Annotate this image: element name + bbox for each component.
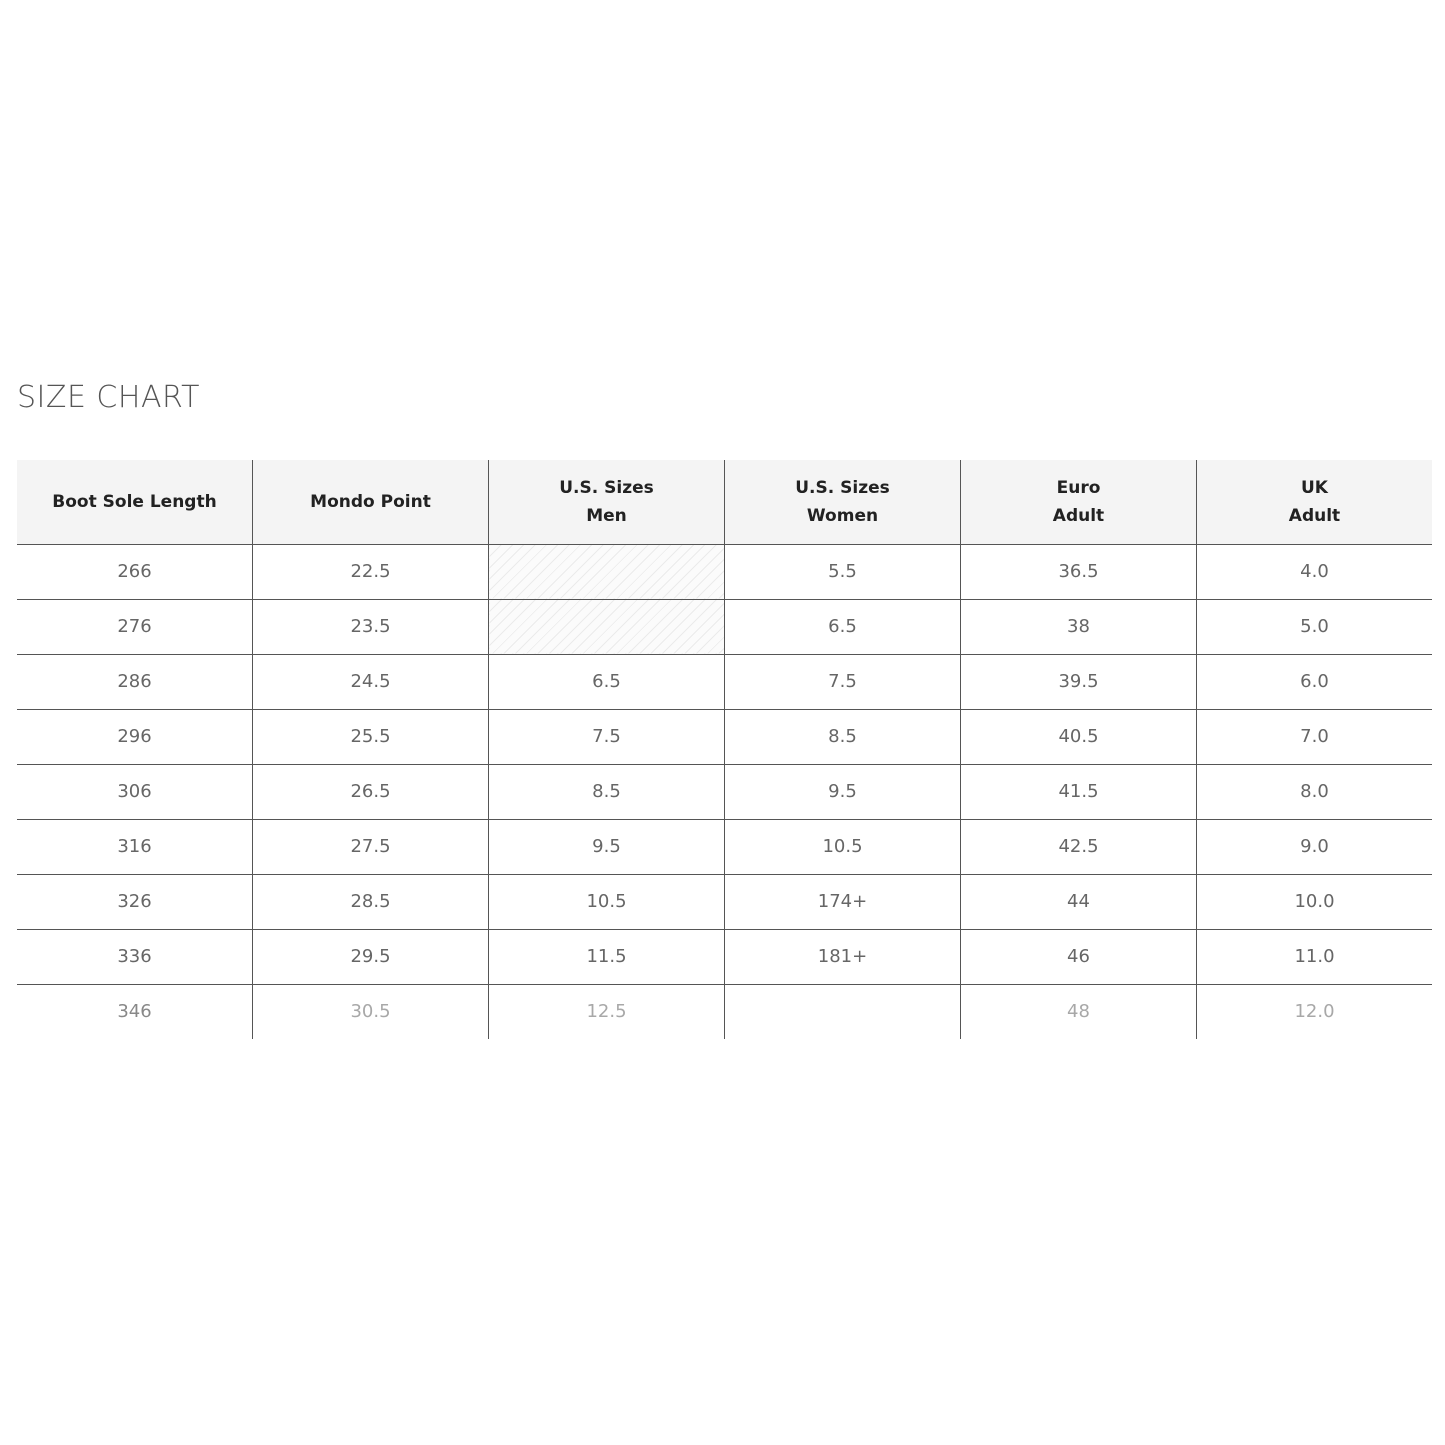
cell-euro-adult: 42.5 (961, 819, 1197, 874)
header-label-line: Euro (1056, 477, 1101, 498)
header-euro-adult (961, 460, 1197, 544)
header-label-line: Adult (1288, 505, 1341, 526)
cell-us-women: 181+ (725, 929, 961, 984)
cell-us-men: 8.5 (489, 764, 725, 819)
cell-us-men: 6.5 (489, 654, 725, 709)
header-label-line: U.S. Sizes (559, 477, 654, 498)
header-us-sizes-men (489, 460, 725, 544)
header-label-line: U.S. Sizes (795, 477, 890, 498)
cell-uk-adult: 12.0 (1197, 984, 1433, 1039)
cell-us-men (489, 544, 725, 599)
cell-us-men: 7.5 (489, 709, 725, 764)
cell-boot-sole-length: 266 (17, 544, 253, 599)
table-row (17, 599, 1432, 654)
cell-boot-sole-length: 316 (17, 819, 253, 874)
cell-mondo-point: 26.5 (253, 764, 489, 819)
header-label-line: UK (1301, 477, 1328, 498)
table-header (17, 460, 1432, 544)
header-row (17, 460, 1432, 544)
cell-euro-adult: 46 (961, 929, 1197, 984)
cell-euro-adult: 36.5 (961, 544, 1197, 599)
cell-uk-adult: 5.0 (1197, 599, 1433, 654)
cell-us-women: 7.5 (725, 654, 961, 709)
cell-uk-adult: 4.0 (1197, 544, 1433, 599)
cell-us-men: 9.5 (489, 819, 725, 874)
cell-mondo-point: 25.5 (253, 709, 489, 764)
table-row (17, 709, 1432, 764)
cell-boot-sole-length: 296 (17, 709, 253, 764)
page-title: SIZE CHART (17, 380, 200, 415)
cell-mondo-point: 28.5 (253, 874, 489, 929)
table-row (17, 819, 1432, 874)
cell-us-men: 10.5 (489, 874, 725, 929)
cell-mondo-point: 27.5 (253, 819, 489, 874)
header-label-line: Men (586, 505, 627, 526)
table-row (17, 929, 1432, 984)
table-row (17, 654, 1432, 709)
cell-mondo-point: 22.5 (253, 544, 489, 599)
cell-us-women: 6.5 (725, 599, 961, 654)
table-row (17, 984, 1432, 1039)
cell-boot-sole-length: 346 (117, 1001, 152, 1023)
header-mondo-point (253, 460, 489, 544)
table-row (17, 764, 1432, 819)
cell-boot-sole-length: 336 (17, 929, 253, 984)
header-label-line: Adult (1052, 505, 1105, 526)
cell-euro-adult: 39.5 (961, 654, 1197, 709)
cell-us-women: 10.5 (725, 819, 961, 874)
cell-us-men: 11.5 (489, 929, 725, 984)
cell-boot-sole-length: 326 (17, 874, 253, 929)
header-uk-adult (1197, 460, 1433, 544)
cell-euro-adult: 38 (961, 599, 1197, 654)
cell-uk-adult: 10.0 (1197, 874, 1433, 929)
cell-boot-sole-length: 276 (17, 599, 253, 654)
cell-euro-adult: 40.5 (961, 709, 1197, 764)
cell-uk-adult: 8.0 (1197, 764, 1433, 819)
header-label-line: Mondo Point (310, 491, 431, 512)
table-row (17, 544, 1432, 599)
cell-us-men: 12.5 (489, 984, 725, 1039)
cell-us-women (725, 984, 961, 1039)
cell-euro-adult: 48 (961, 984, 1197, 1039)
cell-us-women: 5.5 (725, 544, 961, 599)
header-label-line: Boot Sole Length (52, 491, 217, 512)
cell-mondo-point: 30.5 (253, 984, 489, 1039)
header-us-sizes-women (725, 460, 961, 544)
cell-us-women: 174+ (725, 874, 961, 929)
cell-uk-adult: 7.0 (1197, 709, 1433, 764)
table-body (17, 544, 1432, 1039)
cell-euro-adult: 44 (961, 874, 1197, 929)
cell-uk-adult: 6.0 (1197, 654, 1433, 709)
cell-mondo-point: 23.5 (253, 599, 489, 654)
cell-uk-adult: 9.0 (1197, 819, 1433, 874)
cell-boot-sole-length: 286 (17, 654, 253, 709)
cell-mondo-point: 24.5 (253, 654, 489, 709)
cell-us-women: 8.5 (725, 709, 961, 764)
cell-us-women: 9.5 (725, 764, 961, 819)
cell-boot-sole-length: 306 (17, 764, 253, 819)
header-label-line: Women (806, 505, 879, 526)
cell-euro-adult: 41.5 (961, 764, 1197, 819)
header-boot-sole-length (17, 460, 253, 544)
cell-mondo-point: 29.5 (253, 929, 489, 984)
cell-us-men (489, 599, 725, 654)
size-chart-table (17, 460, 1432, 1039)
table-row (17, 874, 1432, 929)
cell-uk-adult: 11.0 (1197, 929, 1433, 984)
